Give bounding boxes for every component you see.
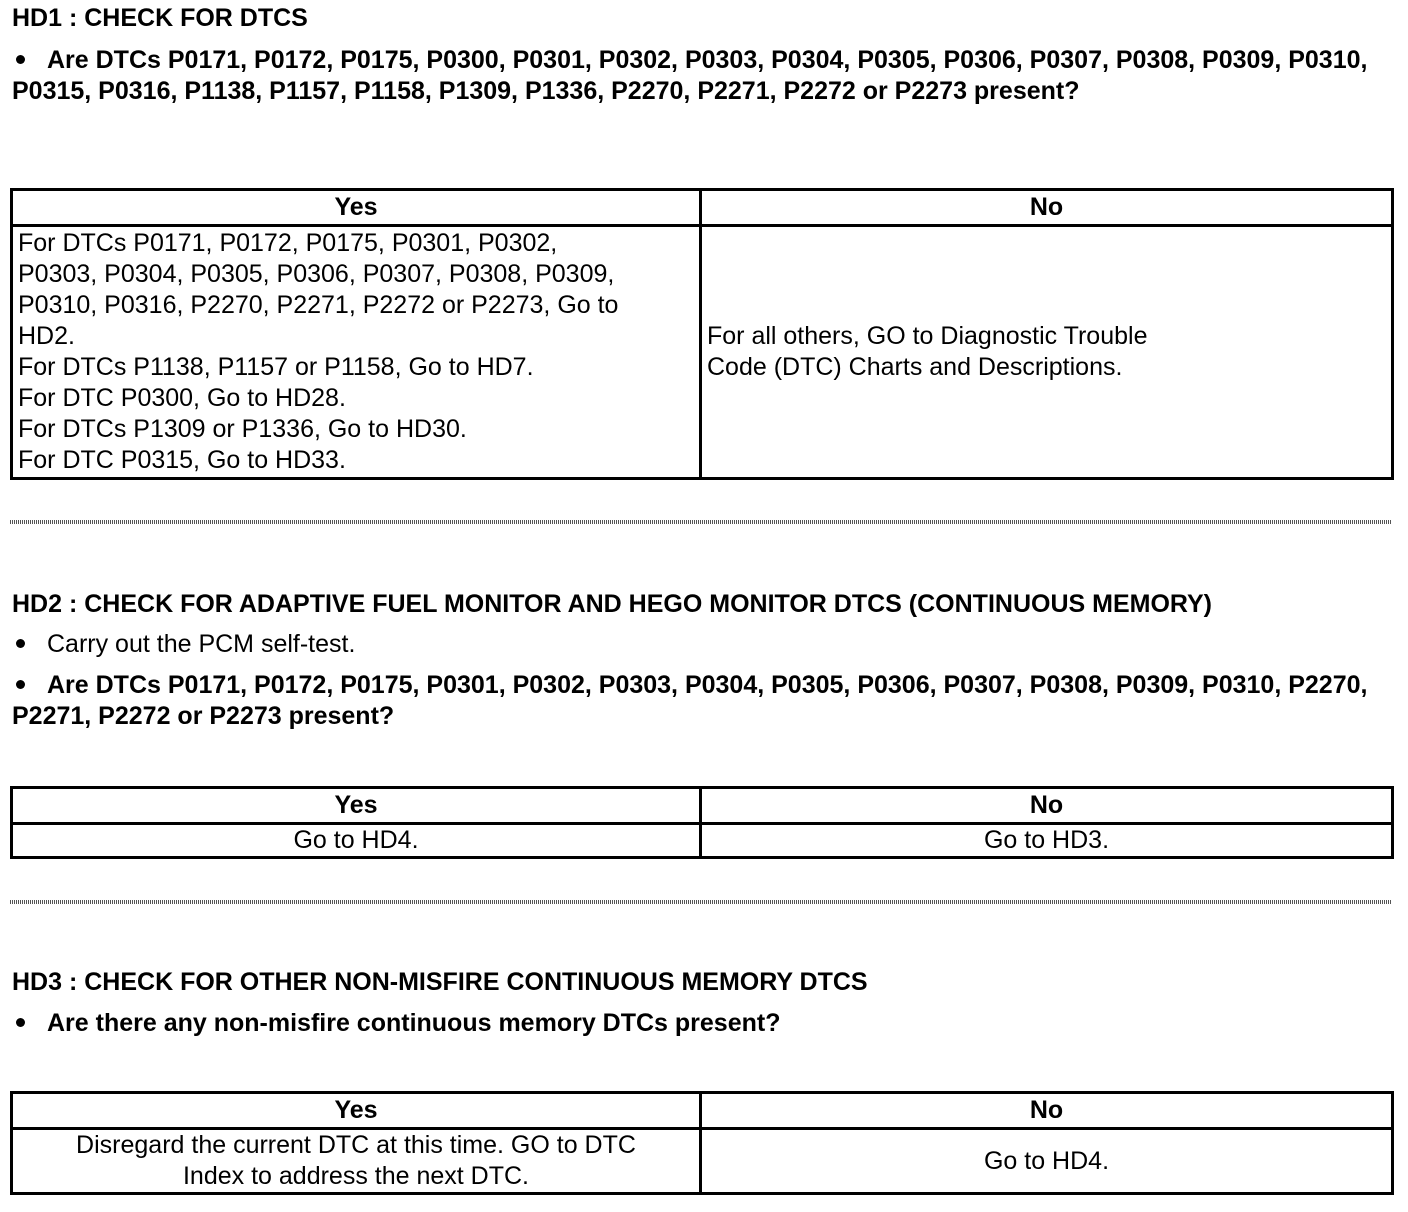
hd1-no-line: Code (DTC) Charts and Descriptions. <box>707 353 1123 381</box>
hd1-no-line: For all others, GO to Diagnostic Trouble <box>707 322 1148 350</box>
hd1-yes-line: P0303, P0304, P0305, P0306, P0307, P0308, P0309, <box>18 260 615 288</box>
hd3-yes-header: Yes <box>12 1093 701 1129</box>
hd1-yes-line: For DTCs P0171, P0172, P0175, P0301, P0302, <box>18 229 558 257</box>
hd3-result-table <box>10 1091 1394 1195</box>
bullet-icon <box>16 680 25 689</box>
hd2-no-cell: Go to HD3. <box>701 824 1393 858</box>
hd1-yes-cell <box>12 226 701 479</box>
hd3-no-header: No <box>701 1093 1393 1129</box>
hd3-yes-line: Disregard the current DTC at this time. GO to DTC <box>76 1131 636 1159</box>
hd3-question: Are there any non-misfire continuous memory DTCs present? <box>12 1008 1392 1039</box>
hd1-result-table <box>10 188 1394 480</box>
hd1-yes-line: For DTCs P1309 or P1336, Go to HD30. <box>18 415 467 443</box>
section-divider <box>10 900 1392 904</box>
hd1-no-header: No <box>701 190 1393 226</box>
hd1-yes-line: HD2. <box>18 322 75 350</box>
hd2-question: Are DTCs P0171, P0172, P0175, P0301, P0302, P0303, P0304, P0305, P0306, P0307, P0308, P0309, P0310, P2270, P2271, P2272 or P2273 present? <box>12 671 1368 730</box>
bullet-icon <box>16 1018 25 1027</box>
hd1-section <box>12 2 1392 107</box>
hd2-step: Carry out the PCM self-test. <box>12 629 1392 660</box>
hd1-yes-line: For DTCs P1138, P1157 or P1158, Go to HD7. <box>18 353 534 381</box>
hd3-no-cell: Go to HD4. <box>701 1129 1393 1194</box>
hd2-section <box>12 588 1392 732</box>
hd1-question: Are DTCs P0171, P0172, P0175, P0300, P0301, P0302, P0303, P0304, P0305, P0306, P0307, P0308, P0309, P0310, P0315, P0316, P1138, P1157, P1158, P1309, P1336, P2270, P2271, P2272 or P2273 present? <box>12 46 1368 105</box>
hd1-no-cell <box>701 226 1393 479</box>
hd3-yes-line: Index to address the next DTC. <box>182 1162 529 1190</box>
hd1-yes-line: For DTC P0315, Go to HD33. <box>18 446 346 474</box>
hd3-yes-cell <box>12 1129 701 1194</box>
hd2-no-header: No <box>701 788 1393 824</box>
hd1-yes-line: For DTC P0300, Go to HD28. <box>18 384 346 412</box>
section-divider <box>10 520 1392 524</box>
hd2-heading: HD2 : CHECK FOR ADAPTIVE FUEL MONITOR AND HEGO MONITOR DTCS (CONTINUOUS MEMORY) <box>12 590 1213 618</box>
hd3-heading: HD3 : CHECK FOR OTHER NON-MISFIRE CONTINUOUS MEMORY DTCS <box>12 968 868 996</box>
hd3-section <box>12 966 1392 1039</box>
hd1-heading: HD1 : CHECK FOR DTCS <box>12 4 308 32</box>
bullet-icon <box>16 639 25 648</box>
hd2-yes-cell: Go to HD4. <box>12 824 701 858</box>
bullet-icon <box>16 55 25 64</box>
hd1-yes-header: Yes <box>12 190 701 226</box>
hd1-yes-line: P0310, P0316, P2270, P2271, P2272 or P2273, Go to <box>18 291 619 319</box>
hd2-yes-header: Yes <box>12 788 701 824</box>
hd2-result-table <box>10 786 1394 859</box>
